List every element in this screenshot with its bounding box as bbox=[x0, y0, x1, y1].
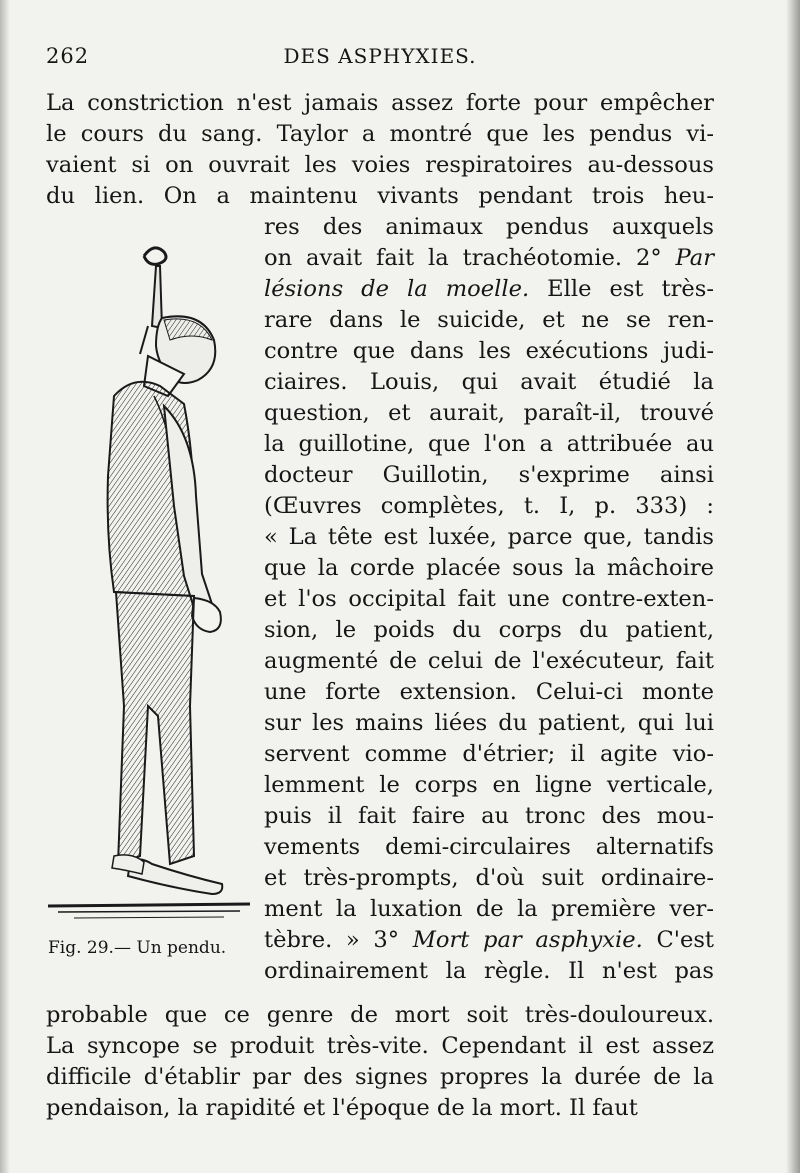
body-text-side bbox=[264, 212, 714, 987]
text-fragment: tèbre. » 3° bbox=[264, 927, 413, 953]
text-line: ment la luxation de la première ver- bbox=[264, 896, 714, 922]
page-shadow-left bbox=[0, 0, 10, 1173]
text-line: le cours du sang. Taylor a montré que les pendus vi- bbox=[46, 121, 714, 147]
page-shadow-right bbox=[786, 0, 800, 1173]
text-line bbox=[264, 243, 714, 274]
text-line: (Œuvres complètes, t. I, p. 333) : bbox=[264, 493, 714, 519]
text-line: La constriction n'est jamais assez forte pour empêcher bbox=[46, 90, 714, 116]
text-fragment: on avait fait la trachéotomie. 2° bbox=[264, 245, 676, 271]
text-line: que la corde placée sous la mâchoire bbox=[264, 555, 714, 581]
page-number: 262 bbox=[46, 44, 90, 68]
text-line: ciaires. Louis, qui avait étudié la bbox=[264, 369, 714, 395]
text-line: « La tête est luxée, parce que, tandis bbox=[264, 524, 714, 550]
text-line: lemment le corps en ligne verticale, bbox=[264, 772, 714, 798]
text-line: difficile d'établir par des signes propres la durée de la bbox=[46, 1064, 714, 1090]
text-line: et très-prompts, d'où suit ordinaire- bbox=[264, 865, 714, 891]
text-line: res des animaux pendus auxquels bbox=[264, 214, 714, 240]
text-line: docteur Guillotin, s'exprime ainsi bbox=[264, 462, 714, 488]
italic-heading: Par bbox=[675, 245, 714, 271]
body-text-bottom bbox=[46, 1000, 714, 1124]
text-line: question, et aurait, paraît-il, trouvé bbox=[264, 400, 714, 426]
text-line: pendaison, la rapidité et l'époque de la mort. Il faut bbox=[46, 1095, 638, 1121]
body-text-top bbox=[46, 88, 714, 212]
text-line: vaient si on ouvrait les voies respiratoires au-dessous bbox=[46, 152, 714, 178]
running-title: DES ASPHYXIES. bbox=[283, 44, 477, 68]
text-line: servent comme d'étrier; il agite vio- bbox=[264, 741, 714, 767]
page-header bbox=[46, 44, 714, 74]
text-line bbox=[264, 925, 714, 956]
text-line: rare dans le suicide, et ne se ren- bbox=[264, 307, 714, 333]
text-line bbox=[264, 274, 714, 305]
text-fragment: C'est bbox=[642, 927, 714, 953]
text-line: contre que dans les exécutions judi- bbox=[264, 338, 714, 364]
text-line: sion, le poids du corps du patient, bbox=[264, 617, 714, 643]
italic-heading: Mort par asphyxie. bbox=[412, 927, 643, 953]
text-line: sur les mains liées du patient, qui lui bbox=[264, 710, 714, 736]
text-line: La syncope se produit très-vite. Cependant il est assez bbox=[46, 1033, 714, 1059]
text-line: une forte extension. Celui-ci monte bbox=[264, 679, 714, 705]
text-fragment: Elle est très- bbox=[529, 276, 714, 302]
text-line: vements demi-circulaires alternatifs bbox=[264, 834, 714, 860]
text-line: et l'os occipital fait une contre-exten- bbox=[264, 586, 714, 612]
text-line: puis il fait faire au tronc des mou- bbox=[264, 803, 714, 829]
text-line: ordinairement la règle. Il n'est pas bbox=[264, 958, 714, 984]
text-line: augmenté de celui de l'exécuteur, fait bbox=[264, 648, 714, 674]
text-line: probable que ce genre de mort soit très-douloureux. bbox=[46, 1002, 714, 1028]
hanged-man-illustration bbox=[44, 236, 258, 936]
italic-heading: lésions de la moelle. bbox=[264, 276, 530, 302]
figure-hanged-man bbox=[44, 236, 258, 936]
text-line: la guillotine, que l'on a attribuée au bbox=[264, 431, 714, 457]
text-line: du lien. On a maintenu vivants pendant trois heu- bbox=[46, 183, 714, 209]
figure-caption: Fig. 29.— Un pendu. bbox=[48, 938, 227, 958]
